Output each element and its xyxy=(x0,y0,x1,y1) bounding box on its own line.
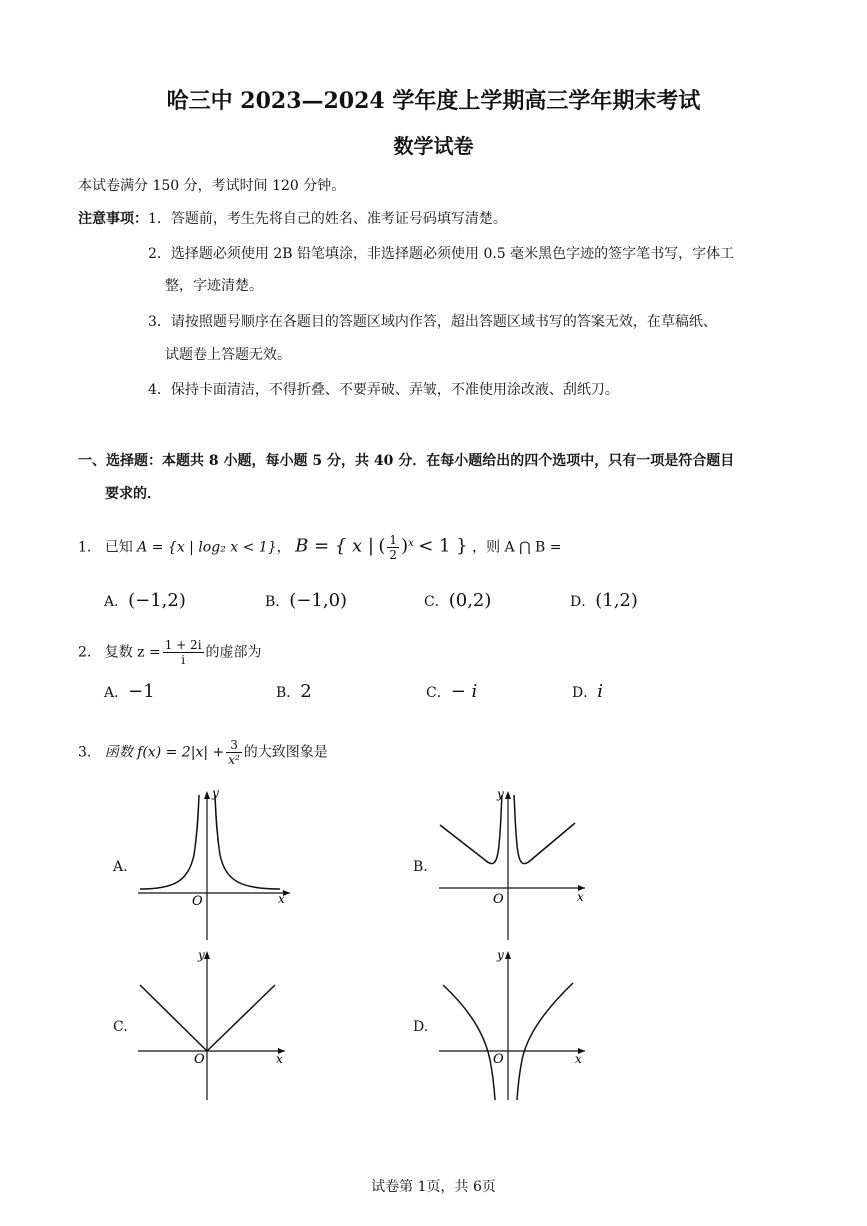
question-text-tail: 的虚部为 xyxy=(205,644,262,661)
notes-label: 注意事项： xyxy=(78,211,148,227)
option-label: D． xyxy=(570,594,596,610)
question-number: 2. xyxy=(78,644,92,661)
option-value: (1,2) xyxy=(595,590,638,611)
option-label: A． xyxy=(104,594,129,610)
separator: ， xyxy=(276,539,291,556)
curve-right xyxy=(215,795,280,889)
option-value: − i xyxy=(450,681,478,702)
option xyxy=(104,591,186,612)
origin-label: O xyxy=(192,894,203,909)
curve-left xyxy=(443,985,495,1100)
fraction xyxy=(163,638,204,667)
y-axis-label: y xyxy=(497,948,504,962)
curve-left xyxy=(440,795,502,864)
section-heading-cont: 要求的． xyxy=(105,486,161,502)
question-text-tail: ，则 A ⋂ B = xyxy=(472,539,562,556)
y-axis-arrow xyxy=(204,951,210,959)
paren-right: ) xyxy=(401,535,409,557)
note-item: 1．答题前，考生先将自己的姓名、准考证号码填写清楚。 xyxy=(148,211,507,227)
option-value: i xyxy=(597,681,603,702)
option-label: C． xyxy=(424,594,449,610)
x-axis-label: x xyxy=(276,1052,283,1066)
question-text: 复数 z = xyxy=(104,644,161,661)
origin-label: O xyxy=(493,1052,504,1067)
exponent: x xyxy=(408,537,414,549)
question-number: 1. xyxy=(78,539,92,556)
option-value: −1 xyxy=(128,681,155,702)
y-axis-label: y xyxy=(212,786,219,800)
note-item: 4．保持卡面清洁，不得折叠、不要弄破、弄皱，不准使用涂改液、刮纸刀。 xyxy=(148,382,619,398)
option-label: D． xyxy=(572,685,598,701)
note-item: 整，字迹清楚。 xyxy=(165,278,263,294)
paren-left: ( xyxy=(378,535,386,557)
option-value: (−1,2) xyxy=(128,590,186,611)
set-b-right: < 1 } xyxy=(418,535,468,557)
option xyxy=(424,591,491,612)
graph-label: D. xyxy=(413,1019,429,1035)
graph-b xyxy=(435,785,595,945)
question-text-tail: 的大致图象是 xyxy=(243,744,328,761)
option-label: B． xyxy=(265,594,290,610)
question-2 xyxy=(78,638,262,667)
graph-c xyxy=(130,945,300,1105)
y-axis-label: y xyxy=(198,948,205,962)
option-value: 2 xyxy=(300,681,312,702)
question-text: 已知 xyxy=(104,539,133,556)
option xyxy=(276,682,312,703)
note-item: 试题卷上答题无效。 xyxy=(165,347,291,363)
curve-left xyxy=(140,795,199,889)
y-axis-arrow xyxy=(204,791,210,799)
question-number: 3. xyxy=(78,744,92,761)
question-1 xyxy=(78,533,562,562)
option xyxy=(104,682,155,703)
x-axis-label: x xyxy=(575,1052,582,1066)
graph-label: A. xyxy=(113,859,128,875)
option-label: C． xyxy=(426,685,451,701)
option-value: (0,2) xyxy=(448,590,492,611)
note-item: 2．选择题必须使用 2B 铅笔填涂，非选择题必须使用 0.5 毫米黑色字迹的签字笔书写，字体工 xyxy=(148,246,735,262)
fraction-numerator: 1 xyxy=(389,533,398,547)
graph-d xyxy=(435,945,595,1105)
fraction-numerator: 1 + 2i xyxy=(164,638,202,652)
graph-label: B. xyxy=(413,859,428,875)
option xyxy=(570,591,638,612)
section-heading: 一、选择题：本题共 8 小题，每小题 5 分，共 40 分．在每小题给出的四个选项中，只有一项是符合题目 xyxy=(78,453,735,469)
set-b-left: B = { x | xyxy=(295,535,374,557)
fraction xyxy=(387,533,399,562)
curve-right xyxy=(517,983,573,1100)
x-axis-label: x xyxy=(278,892,285,906)
question-3 xyxy=(78,738,328,767)
curve-right xyxy=(514,795,575,864)
y-axis-arrow xyxy=(505,951,511,959)
origin-label: O xyxy=(493,892,504,907)
option-label: A． xyxy=(104,685,129,701)
set-a: A = {x | log₂ x < 1} xyxy=(137,539,277,556)
fraction-denominator: 2 xyxy=(389,548,398,562)
option-value: (−1,0) xyxy=(289,590,348,611)
option xyxy=(572,682,603,703)
option xyxy=(426,682,477,703)
y-axis-arrow xyxy=(505,791,511,799)
origin-label: O xyxy=(194,1052,205,1067)
graph-label: C. xyxy=(113,1019,128,1035)
x-axis-label: x xyxy=(577,890,584,904)
fraction-denominator: i xyxy=(181,653,186,667)
intro-text: 本试卷满分 150 分，考试时间 120 分钟。 xyxy=(78,178,346,194)
fraction-denominator: x² xyxy=(228,753,240,767)
page-footer: 试卷第 1页，共 6页 xyxy=(371,1179,496,1195)
exam-title: 哈三中 2023—2024 学年度上学期高三学年期末考试 xyxy=(166,88,701,114)
fraction xyxy=(226,738,242,767)
note-item: 3．请按照题号顺序在各题目的答题区域内作答，超出答题区域书写的答案无效，在草稿纸、 xyxy=(148,314,717,330)
option xyxy=(265,591,347,612)
y-axis-label: y xyxy=(497,787,504,801)
fraction-numerator: 3 xyxy=(226,738,242,753)
question-text: 函数 f(x) = 2|x| + xyxy=(104,744,225,761)
exam-subtitle: 数学试卷 xyxy=(393,134,474,158)
option-label: B． xyxy=(276,685,301,701)
graph-a xyxy=(130,785,300,945)
